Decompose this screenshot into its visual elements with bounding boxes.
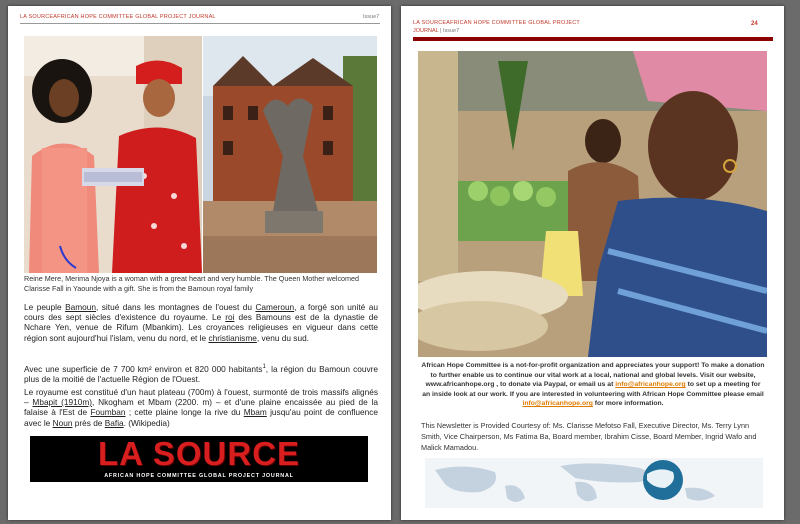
p1-text-5: , venu du sud. — [256, 332, 309, 343]
right-header-line-2 — [413, 28, 459, 34]
p3-text-4: jusqu'au point de confluence avec le — [24, 407, 378, 428]
logo-title: LA SOURCE — [97, 435, 301, 472]
p1-text-4: des Bamouns est de la dynastie de Nchare Yen, venue de Rifum (Mbankim). Les croyances religieuses en vigueur dans cette région sont aujourd'hui l'islam, venu du nord, et le — [24, 312, 378, 343]
paragraph-superficie — [24, 362, 378, 384]
photo-bamoun-palace — [203, 36, 377, 273]
la-source-logo — [30, 436, 368, 482]
link-bamoun[interactable]: Bamoun — [65, 302, 96, 312]
link-foumban[interactable]: Foumban — [90, 407, 126, 418]
info-paragraph — [421, 361, 765, 409]
p1-text-2: , situé dans les montagnes de l'ouest du — [96, 302, 256, 312]
link-roi[interactable]: roi — [225, 312, 235, 323]
p1-text-3: , a forgé son unité au cours des sept siècles d'existence du royaume. Le — [24, 302, 378, 323]
left-header-issue: Issue7 — [363, 14, 380, 20]
p3-text-5: près de — [72, 417, 105, 428]
p3-text-1: Le royaume est constitué d'un haut plateau (700m) à l'ouest, surmonté de trois massifs alignés – — [24, 387, 378, 408]
info-text-2: to set up a meeting for an inside look at our work. If you are interested in volunteering with African Hope Committee please email — [422, 381, 764, 398]
page-number: 24 — [751, 21, 758, 27]
link-noun[interactable]: Noun — [52, 417, 73, 428]
paragraph-royaume — [24, 387, 378, 428]
right-header-title-2: JOURNAL — [413, 28, 439, 34]
photo-queen-mother — [24, 36, 202, 273]
left-header-rule — [20, 23, 380, 24]
p1-text-1: Le peuple — [24, 302, 66, 312]
photo-market — [418, 51, 767, 357]
logo-subtitle: AFRICAN HOPE COMMITTEE GLOBAL PROJECT JOURNAL — [104, 473, 294, 479]
p2-text-1: Avec une superficie de 7 700 km² environ et 820 000 habitants — [24, 363, 263, 374]
courtesy-paragraph: This Newsletter is Provided Courtesy of: Ms. Clarisse Mefotso Fall, Executive Director, Ms. Terry Lynn Smith, Vice Chairperson, Ms Fatima Ba, Board member, Ibrahim Cisse, Board Member, Ingrid Wafo and Malick Mamadou. — [421, 421, 757, 452]
p2-text-2: , la région du Bamoun couvre plus de la moitié de l'actuelle Région de l'Ouest. — [24, 363, 378, 384]
photo-caption: Reine Mere, Merima Njoya is a woman with a great heart and very humble. The Queen Mother welcomed Clarisse Fall in Yaounde with a gift. She is from the Bamoun royal family — [24, 274, 360, 293]
link-mbapit[interactable]: Mbapit (1910m) — [32, 397, 93, 408]
footnote-ref[interactable]: 1 — [262, 364, 266, 370]
p3-text-3: ; cette plaine longe la rive du — [125, 407, 244, 418]
paragraph-bamoun-people — [24, 302, 378, 343]
link-bafia[interactable]: Bafia — [104, 417, 124, 428]
p3-text-2: , Nkogham et Mbam (2200. m) – et d'une plaine encaissée au pied de la falaise à l'Est de — [24, 397, 378, 418]
link-cameroun[interactable]: Cameroun — [255, 302, 295, 312]
link-mbam[interactable]: Mbam — [243, 407, 267, 418]
p3-text-6: . (Wikipedia) — [123, 417, 170, 428]
left-header-title: LA SOURCEAFRICAN HOPE COMMITTEE GLOBAL PROJECT JOURNAL — [20, 14, 216, 20]
right-page — [401, 6, 784, 520]
info-text-3: for more information. — [592, 400, 664, 407]
email-link-1[interactable]: info@africanhope.org — [615, 381, 686, 388]
info-text-1: African Hope Committee is a not-for-profit organization and appreciates your support! To make a donation to further enable us to continue our vital work at a local, national and global levels. Visit our website, www.africanhope.org , to donate via Paypal, or email us at — [421, 362, 765, 388]
world-map-image — [425, 458, 763, 508]
right-header-title-1: LA SOURCEAFRICAN HOPE COMMITTEE GLOBAL PROJECT — [413, 20, 580, 26]
left-page — [8, 6, 391, 520]
right-header-issue: | Issue7 — [438, 28, 460, 34]
header-bar — [413, 37, 773, 41]
link-christianisme[interactable]: christianisme — [208, 332, 257, 343]
email-link-2[interactable]: info@africanhope.org — [522, 400, 593, 407]
